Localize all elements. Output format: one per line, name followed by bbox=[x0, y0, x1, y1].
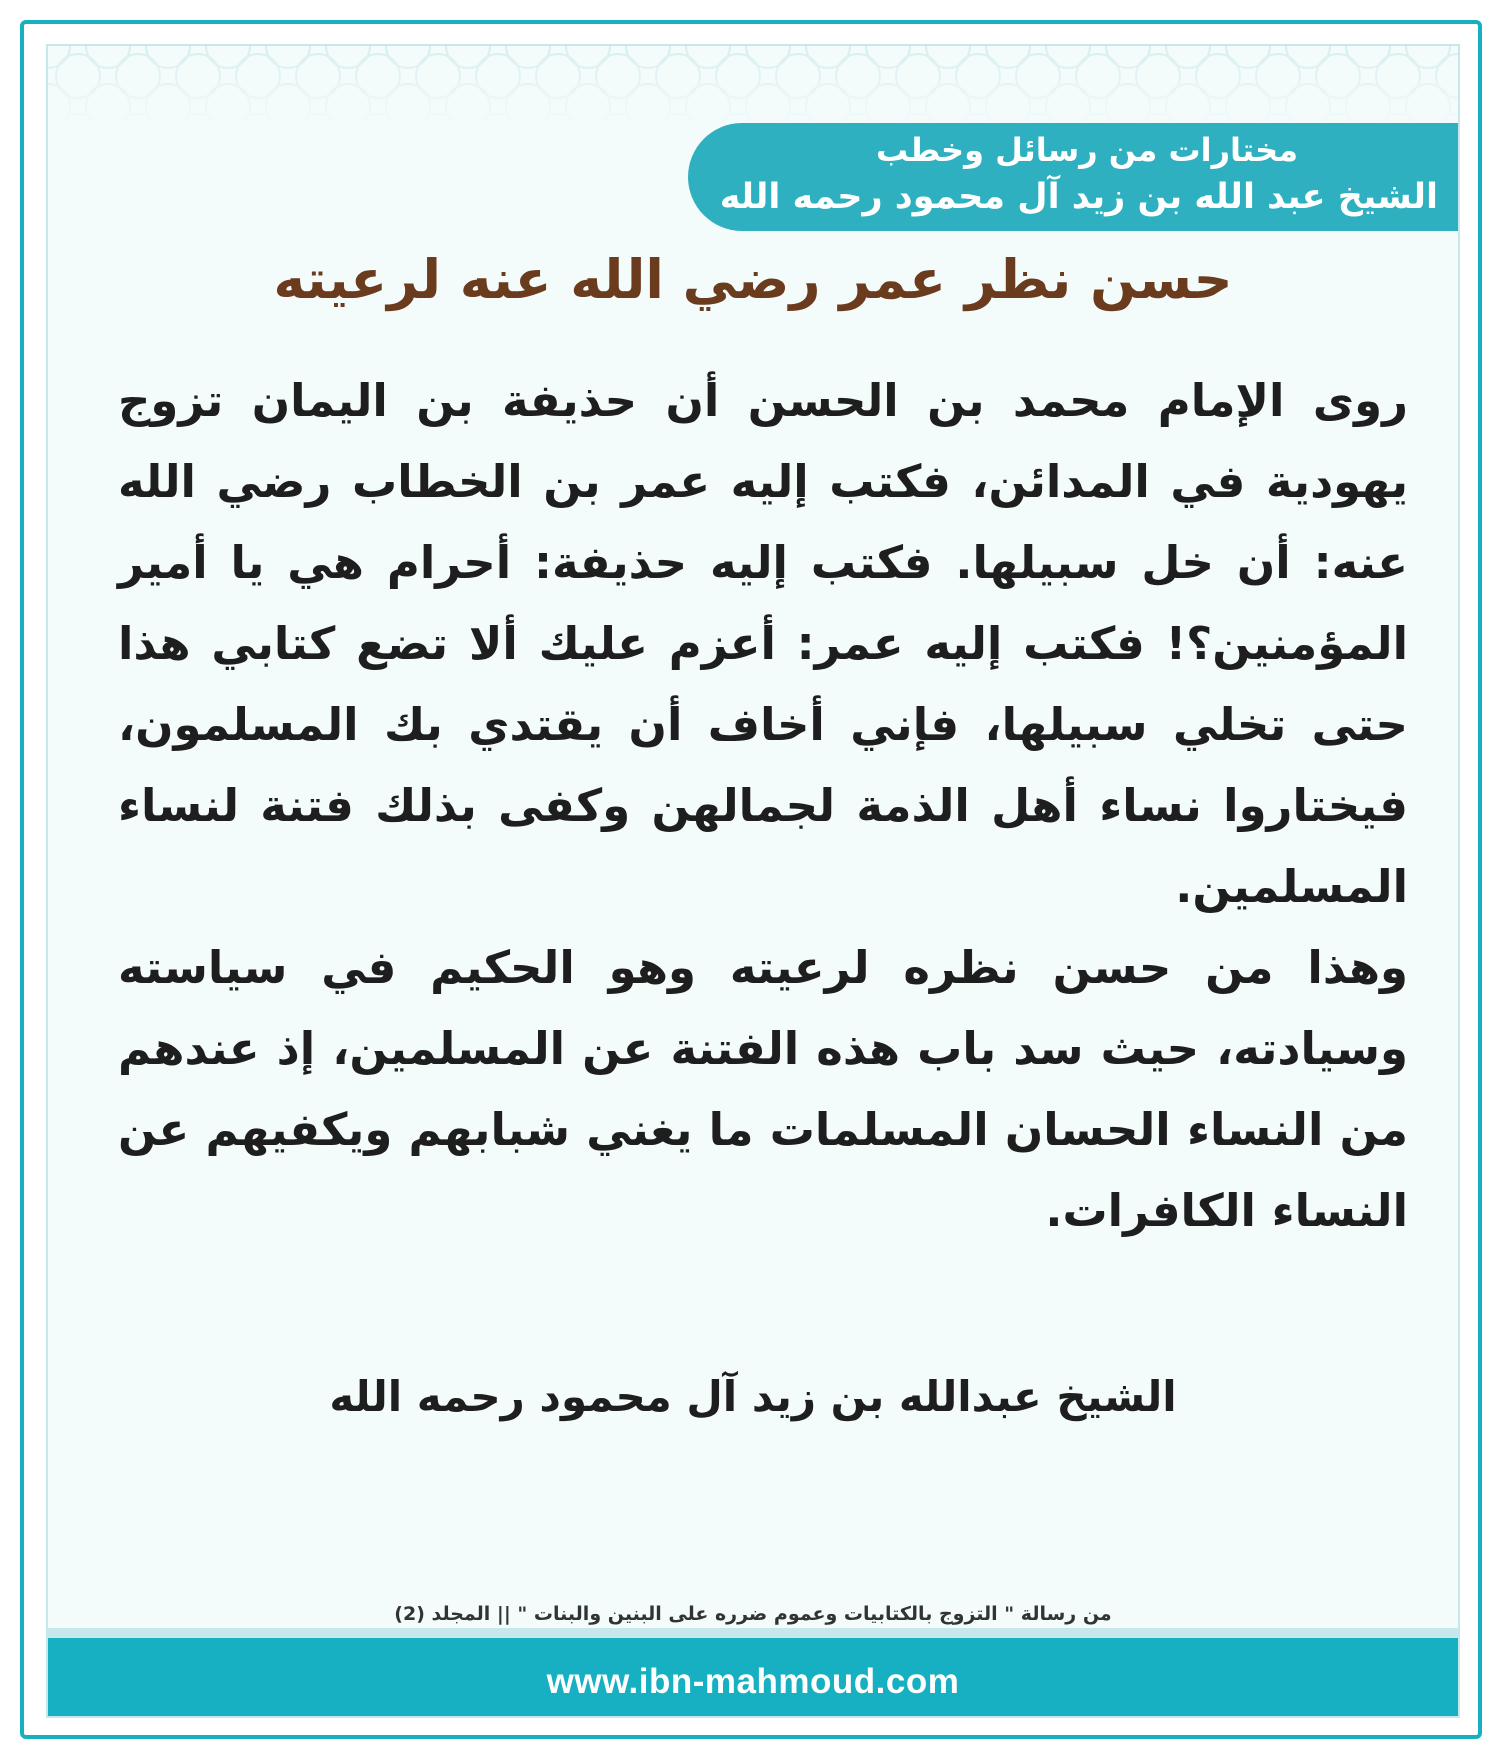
body-paragraph-2: وهذا من حسن نظره لرعيته وهو الحكيم في سياسته وسيادته، حيث سد باب هذه الفتنة عن المسلمين، إذ عندهم من النساء الحسان المسلمات ما يغني شبابهم ويكفيهم عن النساء الكافرات. bbox=[118, 941, 1408, 1237]
header-band bbox=[688, 123, 1458, 231]
article-body bbox=[118, 360, 1408, 1251]
author-name-header: الشيخ عبد الله بن زيد آل محمود رحمه الله bbox=[719, 177, 1438, 217]
source-citation: من رسالة " التزوج بالكتابيات وعموم ضرره على البنين والبنات " || المجلد (2) bbox=[394, 1603, 1112, 1625]
website-link[interactable]: www.ibn-mahmoud.com bbox=[546, 1662, 960, 1701]
footer-bar bbox=[48, 1628, 1458, 1718]
decorative-pattern bbox=[48, 46, 1458, 126]
content-card bbox=[46, 44, 1460, 1718]
signature: الشيخ عبدالله بن زيد آل محمود رحمه الله bbox=[329, 1372, 1177, 1421]
outer-frame bbox=[20, 20, 1482, 1739]
series-title: مختارات من رسائل وخطب bbox=[875, 131, 1298, 169]
body-paragraph-1: روى الإمام محمد بن الحسن أن حذيفة بن اليمان تزوج يهودية في المدائن، فكتب إليه عمر بن الخطاب رضي الله عنه: أن خل سبيلها. فكتب إليه حذيفة: أحرام هي يا أمير المؤمنين؟! فكتب إليه عمر: أعزم عليك ألا تضع كتابي هذا حتى تخلي سبيلها، فإني أخاف أن يقتدي بك المسلمون، فيختاروا نساء أهل الذمة لجمالهن وكفى بذلك فتنة لنساء المسلمين. bbox=[118, 374, 1408, 913]
article-title: حسن نظر عمر رضي الله عنه لرعيته bbox=[273, 248, 1233, 311]
